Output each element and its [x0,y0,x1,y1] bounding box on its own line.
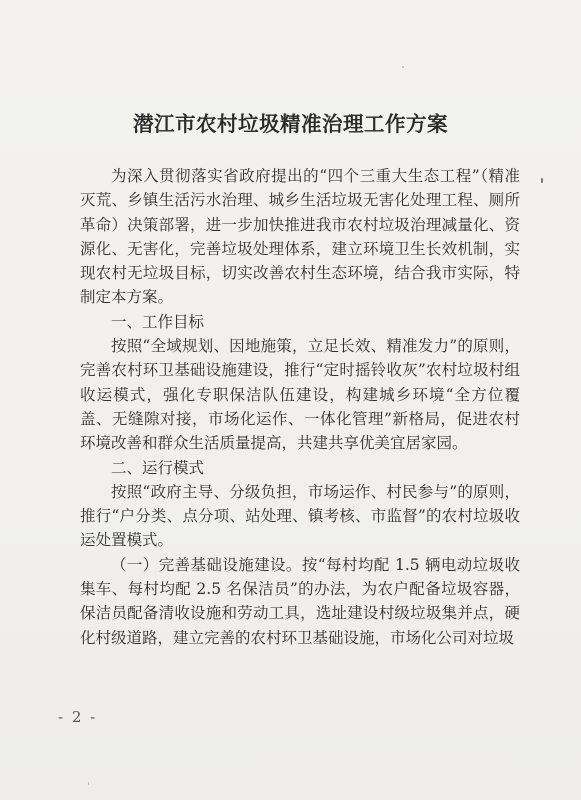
document-body [80,164,520,650]
scan-speck [88,782,89,785]
document-title: 潜江市农村垃圾精准治理工作方案 [133,112,448,136]
operation-mode-paragraph: 按照“政府主导、分级负担，市场运作、村民参与”的原则，推行“户分类、点分项、站处理、镇考核、市监督”的农村垃圾收运处置模式。 [80,482,520,550]
section-heading-operation-mode: 二、运行模式 [111,458,205,477]
section-heading-goals: 一、工作目标 [111,312,205,331]
goals-paragraph: 按照“全域规划、因地施策，立足长效、精准发力”的原则，完善农村环卫基础设施建设，推行“定时摇铃收灰”农村垃圾村组收运模式，强化专职保洁队伍建设，构建城乡环境“全方位覆盖、无缝隙对接，市场化运作、一体化管理”新格局，促进农村环境改善和群众生活质量提高，共建共享优美宜居家园。 [80,337,520,453]
scan-speck [541,178,543,183]
scan-speck [402,66,404,68]
page-number: - 2 - [58,708,98,726]
infrastructure-paragraph: （一）完善基础设施建设。按“每村均配 1.5 辆电动垃圾收集车、每村均配 2.5 名保洁员”的办法，为农户配备垃圾容器，保洁员配备清收设施和劳动工具，选址建设村级垃圾集并点，硬化村级道路，建立完善的农村环卫基础设施，市场化公司对垃圾 [80,555,520,647]
intro-paragraph: 为深入贯彻落实省政府提出的“四个三重大生态工程”（精准灭荒、乡镇生活污水治理、城乡生活垃圾无害化处理工程、厕所革命）决策部署，进一步加快推进我市农村垃圾治理减量化、资源化、无害化，完善垃圾处理体系，建立环境卫生长效机制，实现农村无垃圾目标，切实改善农村生态环境，结合我市实际，特制定本方案。 [80,167,520,307]
